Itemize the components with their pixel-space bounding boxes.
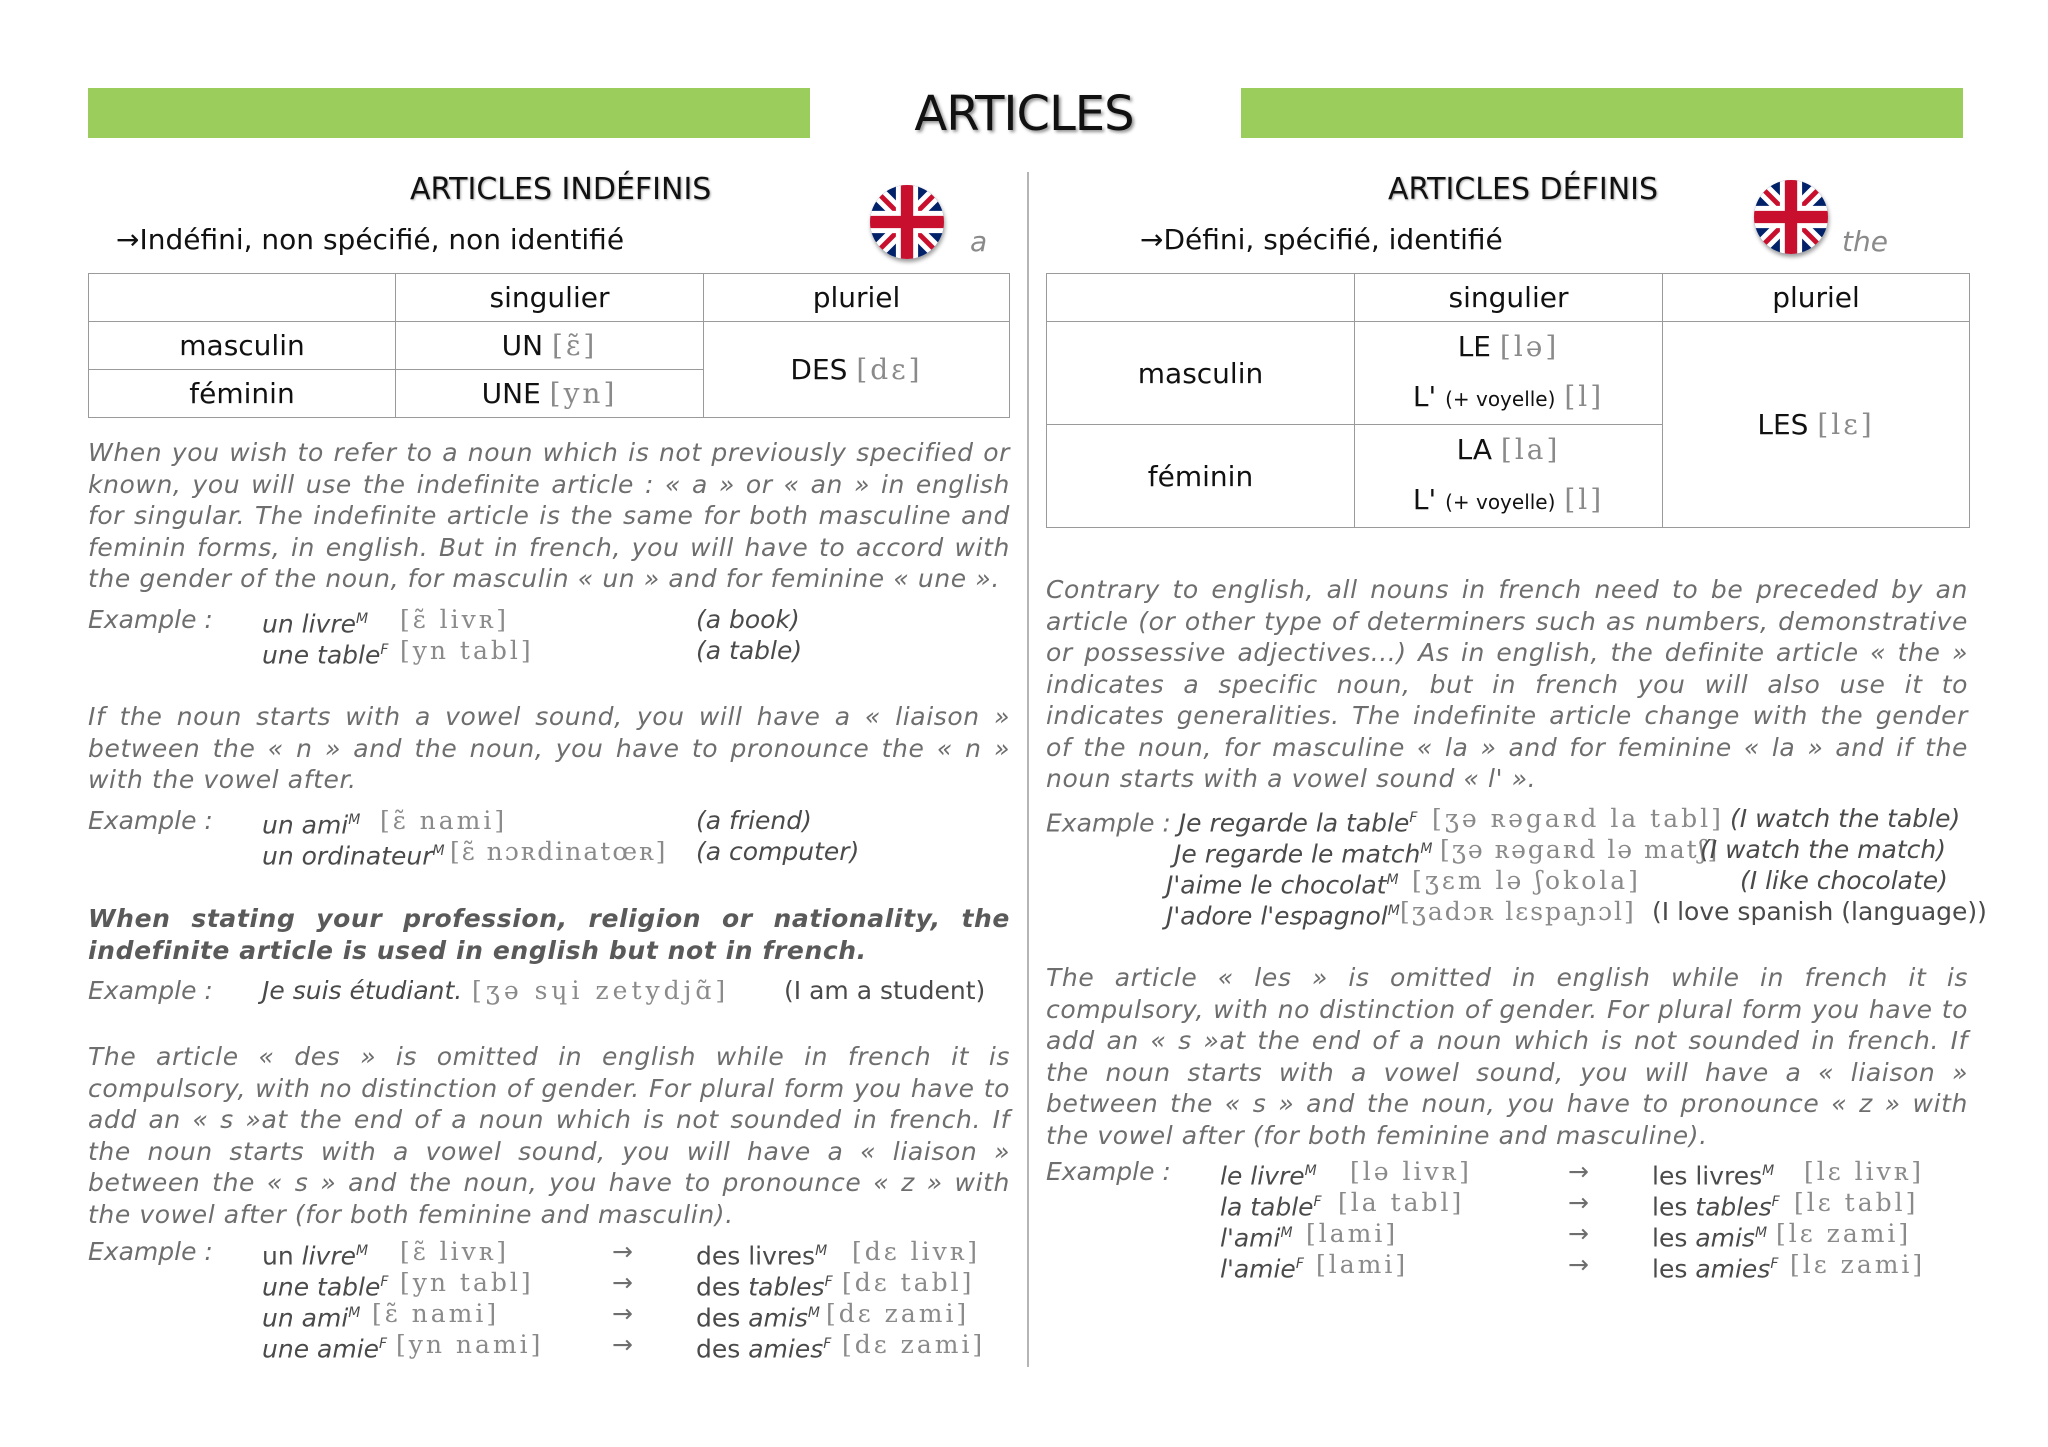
plural-example: les tables$^F$: [1652, 1192, 1780, 1222]
section-title-definite: ARTICLES DÉFINIS: [1388, 172, 1659, 207]
example-block-1: Example :: [88, 605, 213, 634]
english-word-a: a: [970, 225, 988, 258]
example-row: J'adore l'espagnol$^M$: [1166, 901, 1400, 931]
phonetic: [lami]: [1316, 1250, 1409, 1279]
phonetic: [la tabl]: [1338, 1188, 1465, 1217]
example-row: une table$^F$: [262, 640, 389, 670]
row-label-feminin: féminin: [1047, 425, 1355, 528]
example-row: une amie$^F$: [262, 1334, 388, 1364]
phonetic: [lɛ zami]: [1790, 1250, 1926, 1279]
phonetic: [ɛ̃ nami]: [380, 806, 508, 835]
table-header-plural: pluriel: [1663, 274, 1970, 322]
phonetic: [dɛ zami]: [826, 1299, 970, 1328]
phonetic: [dɛ tabl]: [842, 1268, 975, 1297]
translation: (a friend): [696, 806, 812, 835]
cell-un: UN [ɛ̃]: [396, 322, 704, 370]
example-block-4: Example :: [88, 1237, 213, 1266]
phonetic: [yn tabl]: [400, 636, 534, 665]
phonetic: [lə livʀ]: [1350, 1157, 1472, 1186]
phonetic: [yn nami]: [396, 1330, 544, 1359]
definite-articles-table: [1046, 273, 1970, 528]
example-row: une table$^F$: [262, 1272, 389, 1302]
page-title: ARTICLES: [914, 86, 1134, 142]
plural-example: des amis$^M$: [696, 1303, 820, 1333]
cell-les: LES [lɛ]: [1663, 322, 1970, 528]
arrow-icon: →: [612, 1330, 633, 1359]
arrow-icon: →: [1568, 1188, 1589, 1217]
phonetic: [dɛ livʀ]: [852, 1237, 981, 1266]
paragraph-indefinite-intro: When you wish to refer to a noun which is not previously specified or known, you will use the indefinite article : « a » or « an » in english for singular. The indefinite article is the same for both masculine and feminin forms, in english. But in french, you will have to accord with the gender of the noun, for masculin « un » and for feminine « une ».: [88, 438, 1010, 593]
arrow-icon: →: [612, 1299, 633, 1328]
phonetic: [ɛ̃ livʀ]: [400, 605, 510, 634]
example-row: J'aime le chocolat$^M$: [1166, 870, 1399, 900]
translation: (I am a student): [784, 976, 986, 1005]
example-row: l'amie$^F$: [1220, 1254, 1304, 1284]
arrow-icon: →: [1568, 1250, 1589, 1279]
plural-example: les amies$^F$: [1652, 1254, 1779, 1284]
row-label-masculin: masculin: [89, 322, 396, 370]
subtitle-indefinite: →Indéfini, non spécifié, non identifié: [116, 223, 625, 256]
phonetic: [ʒɛm lə ʃokola]: [1412, 866, 1641, 895]
example-block-3: Example :: [88, 976, 213, 1005]
phonetic: [ɛ̃ livʀ]: [400, 1237, 510, 1266]
section-title-indefinite: ARTICLES INDÉFINIS: [410, 172, 712, 207]
translation: (I watch the table): [1730, 804, 1961, 833]
paragraph-les: The article « les » is omitted in english while in french it is compulsory, with no distinction of gender. For plural form you have to add an « s »at the end of a noun which is not sounded in french. If the noun starts with a vowel sound, you will have a « liaison » between the « s » and the noun, you have to pronounce « z » with the vowel after (for both feminine and masculine).: [1046, 963, 1968, 1150]
example-block-definite-1: Example : Je regarde la table$^F$: [1046, 808, 1418, 838]
paragraph-definite-intro: Contrary to english, all nouns in french need to be preceded by an article (or other type of determiners such as numbers, demonstrative or possessive adjectives...) As in english, the definite article « the » indicates a specific noun, but in french you will also use it to indicates generalities. The indefinite article change with the gender of the noun, for masculine « la » and for feminine « la » and if the noun starts with a vowel sound « l' ».: [1046, 575, 1968, 793]
paragraph-des: The article « des » is omitted in english while in french it is compulsory, with no distinction of gender. For plural form you have to add an « s »at the end of a noun which is not sounded in french. If the noun starts with a vowel sound, you will have a « liaison » between the « s » and the noun, you have to pronounce « z » with the vowel after (for both feminine and masculin).: [88, 1042, 1010, 1229]
cell-une: UNE [yn]: [396, 370, 704, 418]
example-block-2: Example :: [88, 806, 213, 835]
plural-example: des tables$^F$: [696, 1272, 833, 1302]
translation: (I watch the match): [1700, 835, 1946, 864]
example-row: un livre$^M$: [262, 609, 369, 639]
phonetic: [yn tabl]: [400, 1268, 534, 1297]
uk-flag-icon: [870, 185, 944, 259]
phonetic: [lɛ zami]: [1776, 1219, 1912, 1248]
row-label-masculin: masculin: [1047, 322, 1355, 425]
subtitle-definite: →Défini, spécifié, identifié: [1140, 223, 1503, 256]
table-header-singular: singulier: [396, 274, 704, 322]
translation: (a book): [696, 605, 800, 634]
phonetic: [ʒə sɥi zetydjɑ̃]: [472, 976, 730, 1005]
example-row: la table$^F$: [1220, 1192, 1322, 1222]
example-row: l'ami$^M$: [1220, 1223, 1293, 1253]
example-block-definite-2: Example :: [1046, 1157, 1171, 1186]
row-label-feminin: féminin: [89, 370, 396, 418]
cell-le: LE [lə] L' (+ voyelle) [l]: [1355, 322, 1663, 425]
translation: (a computer): [696, 837, 860, 866]
plural-example: des livres$^M$: [696, 1241, 828, 1271]
example-row: un livre$^M$: [262, 1241, 369, 1271]
indefinite-articles-table: [88, 273, 1010, 418]
paragraph-liaison: If the noun starts with a vowel sound, you will have a « liaison » between the « n » and the noun, you have to pronounce the « n » with the vowel after.: [88, 702, 1010, 794]
phonetic: [ʒə ʀəgaʀd lə matʃ]: [1440, 835, 1720, 864]
example-row: un ordinateur$^M$: [262, 841, 445, 871]
phonetic: [ɛ̃ nami]: [372, 1299, 500, 1328]
phonetic: [lɛ livʀ]: [1804, 1157, 1925, 1186]
column-divider: [1027, 172, 1029, 1367]
phonetic: [dɛ zami]: [842, 1330, 986, 1359]
table-header-plural: pluriel: [704, 274, 1010, 322]
uk-flag-icon: [1754, 180, 1828, 254]
phonetic: [ʒadɔʀ lɛspaɲɔl]: [1400, 897, 1636, 926]
table-header-empty: [89, 274, 396, 322]
english-word-the: the: [1842, 225, 1888, 258]
plural-example: les amis$^M$: [1652, 1223, 1768, 1253]
cell-la: LA [la] L' (+ voyelle) [l]: [1355, 425, 1663, 528]
cell-des: DES [dɛ]: [704, 322, 1010, 418]
phonetic: [ɛ̃ nɔʀdinatœʀ]: [450, 837, 668, 866]
plural-example: des amies$^F$: [696, 1334, 832, 1364]
arrow-icon: →: [612, 1237, 633, 1266]
arrow-icon: →: [1568, 1219, 1589, 1248]
example-row: un ami$^M$: [262, 810, 361, 840]
translation: (I love spanish (language)): [1652, 897, 1987, 926]
phonetic: [lɛ tabl]: [1794, 1188, 1919, 1217]
table-header-singular: singulier: [1355, 274, 1663, 322]
phonetic: [lami]: [1306, 1219, 1399, 1248]
plural-example: les livres$^M$: [1652, 1161, 1775, 1191]
phonetic: [ʒə ʀəgaʀd la tabl]: [1432, 804, 1724, 833]
paragraph-profession: When stating your profession, religion or nationality, the indefinite article is used in english but not in french.: [88, 904, 1010, 965]
example-row: Je regarde le match$^M$: [1174, 839, 1433, 869]
example-row: le livre$^M$: [1220, 1161, 1317, 1191]
arrow-icon: →: [1568, 1157, 1589, 1186]
example-sentence: Je suis étudiant.: [262, 976, 463, 1005]
translation: (a table): [696, 636, 803, 665]
translation: (I like chocolate): [1740, 866, 1948, 895]
arrow-icon: →: [612, 1268, 633, 1297]
example-row: un ami$^M$: [262, 1303, 361, 1333]
table-header-empty: [1047, 274, 1355, 322]
